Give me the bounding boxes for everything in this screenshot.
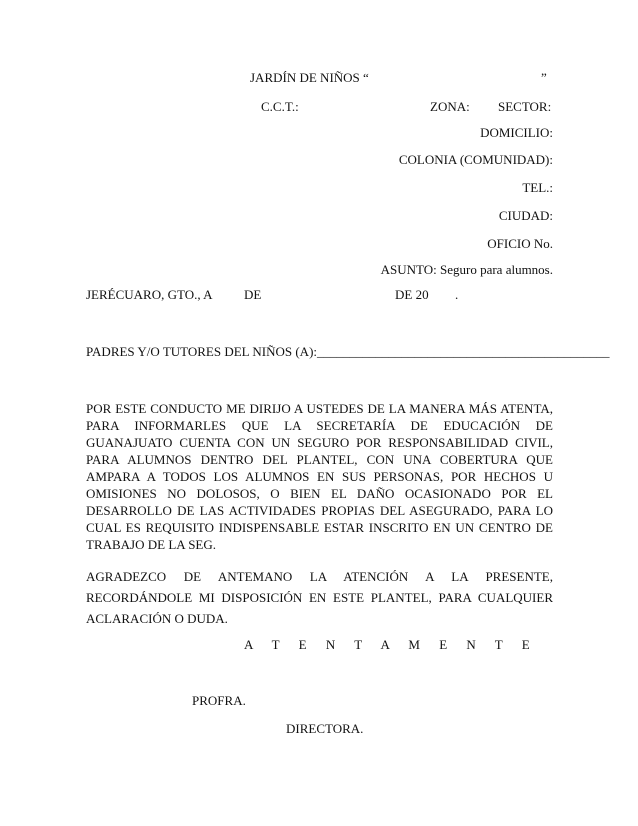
closing-atentamente: A T E N T A M E N T E	[244, 637, 538, 652]
recipient-line: PADRES Y/O TUTORES DEL NIÑOS (A):_____________________________________________	[86, 344, 610, 359]
tel-label: TEL.:	[522, 180, 553, 195]
zona-label: ZONA:	[430, 99, 470, 114]
colonia-label: COLONIA (COMUNIDAD):	[398, 152, 553, 167]
body-paragraph-1: POR ESTE CONDUCTO ME DIRIJO A USTEDES DE LA MANERA MÁS ATENTA, PARA INFORMARLES QUE LA SECRETARÍA DE EDUCACIÓN DE GUANAJUATO CUENTA CON UN SEGURO POR RESPONSABILIDAD CIVIL, PARA ALUMNOS DENTRO DEL PLANTEL, CON UNA COBERTURA QUE AMPARA A TODOS LOS ALUMNOS EN SUS PERSONAS, POR HECHOS U OMISIONES NO DOLOSOS, O BIEN EL DAÑO OCASIONADO POR EL DESARROLLO DE LAS ACTIVIDADES PROPIAS DEL ASEGURADO, PARA LO CUAL ES REQUISITO INDISPENSABLE ESTAR INSCRITO EN UN CENTRO DE TRABAJO DE LA SEG.	[86, 401, 553, 552]
date-place: JERÉCUARO, GTO., A	[86, 287, 213, 302]
date-month-label: DE	[244, 287, 262, 302]
signature-directora: DIRECTORA.	[286, 721, 364, 736]
date-end-period: .	[455, 287, 459, 302]
signature-profra: PROFRA.	[192, 693, 246, 708]
ciudad-label: CIUDAD:	[498, 208, 553, 223]
sector-label: SECTOR:	[498, 99, 552, 114]
date-year-label: DE 20	[395, 287, 429, 302]
cct-label: C.C.T.:	[261, 99, 299, 114]
body-paragraph-2: AGRADEZCO DE ANTEMANO LA ATENCIÓN A LA PRESENTE, RECORDÁNDOLE MI DISPOSICIÓN EN ESTE PLANTEL, PARA CUALQUIER ACLARACIÓN O DUDA.	[86, 569, 553, 626]
oficio-label: OFICIO No.	[487, 236, 553, 251]
domicilio-label: DOMICILIO:	[480, 125, 553, 140]
asunto-label: ASUNTO: Seguro para alumnos.	[380, 262, 553, 277]
school-name-label: JARDÍN DE NIÑOS “	[250, 70, 369, 85]
school-name-close-quote: ”	[541, 70, 547, 85]
